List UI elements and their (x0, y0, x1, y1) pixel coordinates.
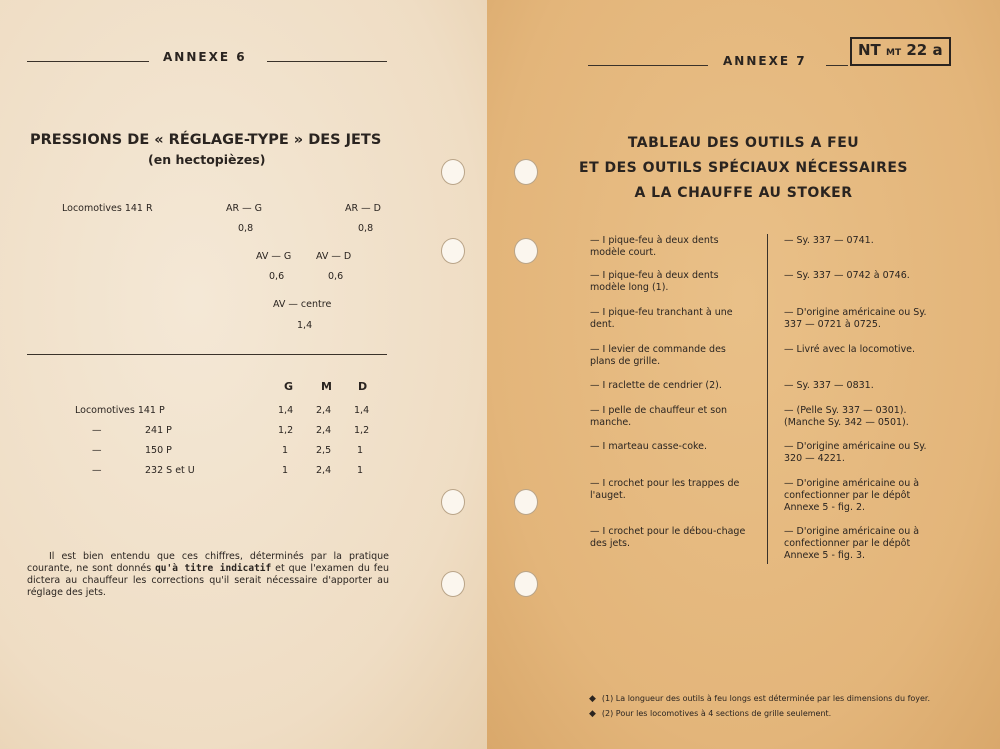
annexe-6-title: ANNEXE 6 (163, 50, 247, 64)
footnote-text: (2) Pour les locomotives à 4 sections de grille seulement. (601, 709, 832, 718)
note-emphasis: qu'à titre indicatif (155, 563, 272, 574)
diamond-icon: ◆ (589, 709, 596, 719)
binder-hole (514, 238, 538, 264)
tool-item: — I pique-feu à deux dents modèle long (1). (590, 270, 719, 293)
nt-reference-box (850, 37, 951, 66)
col-header-d: D (358, 380, 368, 393)
header-rule-right (826, 65, 848, 66)
footnote-1 (589, 694, 930, 704)
tool-item: — I pique-feu tranchant à une dent. (590, 307, 733, 330)
tool-item: — I crochet pour le débou-chage des jets. (590, 526, 746, 549)
title-line: TABLEAU DES OUTILS A FEU (627, 135, 860, 151)
row-d: 1 (357, 465, 364, 476)
binder-hole (441, 159, 465, 185)
left-page (0, 0, 487, 749)
binder-hole (441, 571, 465, 597)
title-line: ET DES OUTILS SPÉCIAUX NÉCESSAIRES (579, 160, 908, 176)
column-divider (767, 234, 768, 564)
tool-reference: — Sy. 337 — 0741. (784, 235, 874, 246)
tool-reference: — Sy. 337 — 0831. (784, 380, 874, 391)
row-d: 1,4 (354, 405, 370, 416)
tool-reference: — D'origine américaine ou à confectionner par le dépôt Annexe 5 - fig. 3. (784, 526, 920, 561)
row-label: 232 S et U (145, 465, 195, 476)
row-d: 1 (357, 445, 364, 456)
nt-code: 22 a (906, 41, 943, 59)
av-centre-value: 1,4 (297, 320, 313, 331)
row-label: 150 P (145, 445, 172, 456)
row-dash: — (92, 445, 102, 456)
right-page (487, 0, 1000, 749)
tool-item: — I pelle de chauffeur et son manche. (590, 405, 728, 428)
col-header-m: M (321, 380, 332, 393)
title-line: A LA CHAUFFE AU STOKER (634, 185, 853, 201)
av-g-label: AV — G (256, 251, 292, 262)
tool-item: — I raclette de cendrier (2). (590, 380, 722, 391)
row-dash: — (92, 465, 102, 476)
nt-label: NT (858, 41, 881, 59)
tool-reference: — Livré avec la locomotive. (784, 344, 916, 355)
tool-reference: — D'origine américaine ou Sy. 337 — 0721 à 0725. (784, 307, 927, 330)
row-d: 1,2 (354, 425, 370, 436)
note-text-a: Il est bien entendu que ces chiffres, déterminés par la pratique courante, ne sont donnés (27, 551, 389, 574)
row-dash: — (92, 425, 102, 436)
row-m: 2,4 (316, 465, 332, 476)
tool-reference: — (Pelle Sy. 337 — 0301). (Manche Sy. 342 — 0501). (784, 405, 909, 428)
row-g: 1 (282, 465, 289, 476)
ar-g-label: AR — G (226, 203, 263, 214)
row-g: 1,4 (278, 405, 294, 416)
binder-hole (441, 489, 465, 515)
binder-hole (441, 238, 465, 264)
header-rule-left (27, 61, 149, 62)
tool-item: — I marteau casse-coke. (590, 441, 708, 452)
ar-d-value: 0,8 (358, 223, 374, 234)
ar-g-value: 0,8 (238, 223, 254, 234)
av-centre-label: AV — centre (273, 299, 332, 310)
tool-reference: — D'origine américaine ou à confectionner par le dépôt Annexe 5 - fig. 2. (784, 478, 920, 513)
section-divider (27, 354, 387, 355)
av-d-value: 0,6 (328, 271, 344, 282)
pressions-subtitle: (en hectopièzes) (148, 152, 266, 167)
ar-d-label: AR — D (345, 203, 381, 214)
tool-reference: — Sy. 337 — 0742 à 0746. (784, 270, 910, 281)
binder-hole (514, 571, 538, 597)
tool-reference: — D'origine américaine ou Sy. 320 — 4221. (784, 441, 927, 464)
footnote-text: (1) La longueur des outils à feu longs est déterminée par les dimensions du foyer. (601, 694, 931, 703)
explanatory-note (27, 551, 389, 599)
tool-item: — I pique-feu à deux dents modèle court. (590, 235, 719, 258)
tableau-title (487, 131, 1000, 206)
header-rule-left (588, 65, 708, 66)
row-g: 1 (282, 445, 289, 456)
row-g: 1,2 (278, 425, 294, 436)
tool-item: — I levier de commande des plans de grille. (590, 344, 726, 367)
header-rule-right (267, 61, 387, 62)
annexe-7-title: ANNEXE 7 (723, 54, 807, 68)
av-g-value: 0,6 (269, 271, 285, 282)
binder-hole (514, 489, 538, 515)
row-m: 2,4 (316, 405, 332, 416)
diamond-icon: ◆ (589, 694, 596, 704)
tool-item: — I crochet pour les trappes de l'auget. (590, 478, 740, 501)
row-label: Locomotives 141 P (75, 405, 165, 416)
note-text-c: et que l'examen du feu dictera au chauffeur les corrections qu'il serait nécessaire d'apporter au réglage des jets. (27, 563, 389, 598)
av-d-label: AV — D (316, 251, 352, 262)
loco-141r-label: Locomotives 141 R (62, 203, 153, 214)
pressions-title: PRESSIONS DE « RÉGLAGE-TYPE » DES JETS (30, 132, 382, 148)
col-header-g: G (284, 380, 294, 393)
row-m: 2,4 (316, 425, 332, 436)
mt-label: MT (886, 48, 902, 58)
footnote-2 (589, 709, 831, 719)
row-label: 241 P (145, 425, 172, 436)
row-m: 2,5 (316, 445, 332, 456)
